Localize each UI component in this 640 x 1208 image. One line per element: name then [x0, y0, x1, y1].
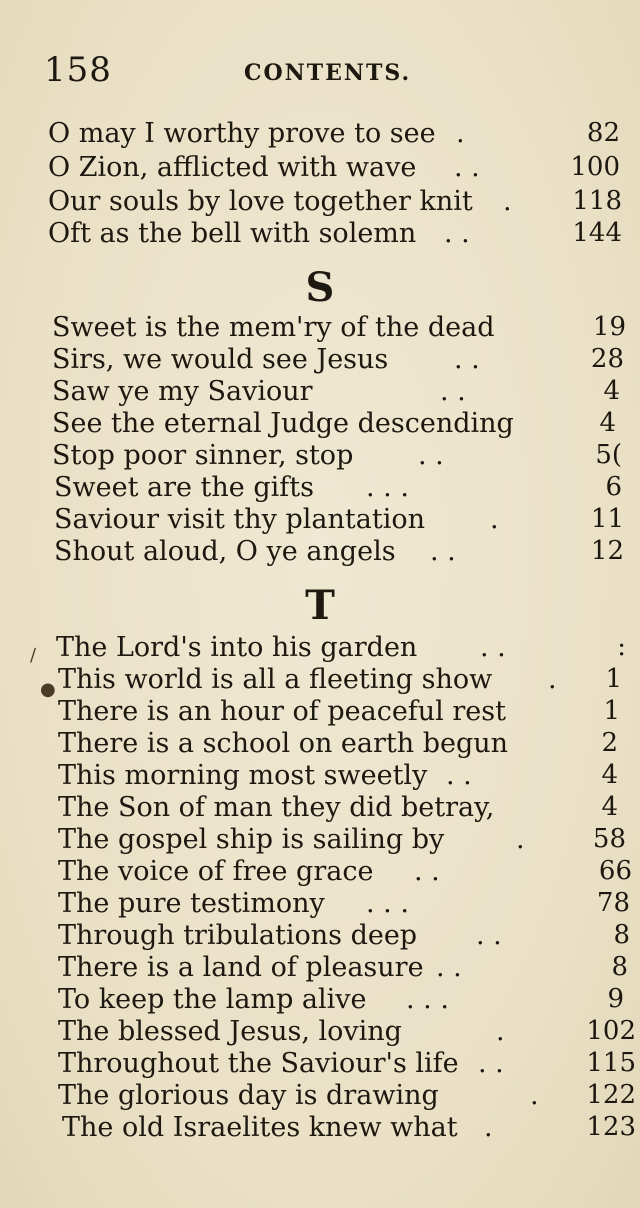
toc-entry	[0, 824, 640, 856]
toc-entry	[0, 344, 640, 376]
entry-title: Shout aloud, O ye angels	[54, 536, 396, 567]
entry-page-number: 4	[601, 792, 618, 822]
entry-title: See the eternal Judge descending	[52, 408, 514, 439]
entry-page-number: 78	[596, 888, 630, 918]
entry-page-number: 1	[603, 696, 620, 726]
entry-leader: . . .	[366, 472, 409, 503]
entry-leader: .	[530, 1080, 539, 1111]
toc-entry	[0, 152, 640, 184]
entry-page-number: 28	[590, 344, 624, 374]
entry-title: The Lord's into his garden	[56, 632, 418, 663]
entry-leader: .	[496, 1016, 505, 1047]
toc-entry	[0, 312, 640, 344]
entry-page-number: 8	[611, 952, 628, 982]
entry-page-number: 19	[592, 312, 626, 342]
entry-leader: .	[503, 186, 512, 217]
toc-entry	[0, 504, 640, 536]
entry-page-number: 4	[603, 376, 620, 406]
entry-page-number: 118	[572, 186, 622, 216]
toc-entry	[0, 1016, 640, 1048]
entry-title: Sirs, we would see Jesus	[52, 344, 389, 375]
toc-entry	[0, 536, 640, 568]
toc-entry	[0, 1048, 640, 1080]
page-header	[44, 50, 620, 90]
entry-title: The glorious day is drawing	[58, 1080, 439, 1111]
entry-leader: . .	[480, 632, 506, 663]
entry-page-number: 9	[607, 984, 624, 1014]
toc-entry	[0, 376, 640, 408]
entry-leader: . . .	[406, 984, 449, 1015]
toc-entry	[0, 728, 640, 760]
entry-page-number: 5(	[595, 440, 622, 470]
entry-title: The blessed Jesus, loving	[58, 1016, 402, 1047]
toc-entry	[0, 984, 640, 1016]
entry-page-number: 100	[570, 152, 620, 182]
toc-entry	[0, 1080, 640, 1112]
toc-entry	[0, 632, 640, 664]
section-letter-s: S	[305, 264, 335, 311]
entry-title: Sweet is the mem'ry of the dead	[52, 312, 495, 343]
entry-page-number: 122	[586, 1080, 636, 1110]
entry-title: This world is all a fleeting show	[58, 664, 493, 695]
toc-entry	[0, 664, 640, 696]
toc-entry	[0, 792, 640, 824]
entry-leader: . .	[436, 952, 462, 983]
entry-title: Saw ye my Saviour	[52, 376, 313, 407]
entry-title: The old Israelites knew what	[62, 1112, 458, 1143]
entry-page-number: 1	[605, 664, 622, 694]
entry-title: O may I worthy prove to see	[48, 118, 436, 149]
entry-page-number: 4	[601, 760, 618, 790]
entry-title: The voice of free grace	[58, 856, 374, 887]
toc-entry	[0, 218, 640, 250]
entry-title: Stop poor sinner, stop	[52, 440, 354, 471]
entry-leader: . . .	[366, 888, 409, 919]
entry-leader: .	[548, 664, 557, 695]
entry-leader: . .	[444, 218, 470, 249]
toc-entry	[0, 696, 640, 728]
toc-entry	[0, 1112, 640, 1144]
ink-dot-icon: ●	[40, 679, 56, 700]
entry-title: The pure testimony	[58, 888, 325, 919]
toc-entry	[0, 760, 640, 792]
entry-leader: .	[484, 1112, 493, 1143]
page-number: 158	[44, 50, 112, 90]
entry-title: Throughout the Saviour's life	[58, 1048, 459, 1079]
entry-page-number: 2	[601, 728, 618, 758]
entry-leader: . .	[454, 344, 480, 375]
entry-page-number: 58	[592, 824, 626, 854]
entry-title: Through tribulations deep	[58, 920, 418, 951]
entry-page-number: 4	[599, 408, 616, 438]
toc-entry	[0, 952, 640, 984]
toc-entry	[0, 408, 640, 440]
entry-title: To keep the lamp alive	[58, 984, 367, 1015]
entry-title: Oft as the bell with solemn	[48, 218, 417, 249]
toc-entry	[0, 472, 640, 504]
entry-leader: . .	[430, 536, 456, 567]
entry-title: This morning most sweetly	[58, 760, 428, 791]
entry-leader: .	[516, 824, 525, 855]
entry-title: The gospel ship is sailing by	[58, 824, 445, 855]
entry-title: Saviour visit thy plantation	[54, 504, 425, 535]
entry-leader: . .	[476, 920, 502, 951]
entry-leader: . .	[454, 152, 480, 183]
section-letter-t: T	[305, 582, 335, 629]
toc-entry	[0, 888, 640, 920]
entry-title: Our souls by love together knit	[48, 186, 473, 217]
toc-entry	[0, 920, 640, 952]
entry-page-number: 66	[598, 856, 632, 886]
entry-page-number: 123	[586, 1112, 636, 1142]
entry-page-number: 11	[590, 504, 624, 534]
entry-leader: . .	[446, 760, 472, 791]
toc-entry	[0, 186, 640, 218]
entry-page-number: 6	[605, 472, 622, 502]
entry-title: There is an hour of peaceful rest	[58, 696, 506, 727]
entry-title: Sweet are the gifts	[54, 472, 314, 503]
entry-page-number: 115	[586, 1048, 636, 1078]
running-head: CONTENTS.	[244, 60, 412, 86]
entry-page-number: 144	[572, 218, 622, 248]
entry-page-number: :	[617, 632, 626, 662]
entry-leader: .	[490, 504, 499, 535]
entry-title: There is a school on earth begun	[58, 728, 509, 759]
entry-leader: .	[456, 118, 465, 149]
toc-entry	[0, 118, 640, 150]
entry-title: There is a land of pleasure	[58, 952, 424, 983]
entry-leader: . .	[478, 1048, 504, 1079]
entry-title: O Zion, afflicted with wave	[48, 152, 417, 183]
entry-page-number: 102	[586, 1016, 636, 1046]
entry-title: The Son of man they did betray,	[58, 792, 495, 823]
toc-entry	[0, 856, 640, 888]
entry-leader: . .	[440, 376, 466, 407]
toc-entry	[0, 440, 640, 472]
entry-page-number: 82	[586, 118, 620, 148]
entry-page-number: 8	[613, 920, 630, 950]
entry-leader: . .	[414, 856, 440, 887]
pencil-mark-icon: ∕	[30, 645, 37, 666]
entry-leader: . .	[418, 440, 444, 471]
entry-page-number: 12	[590, 536, 624, 566]
